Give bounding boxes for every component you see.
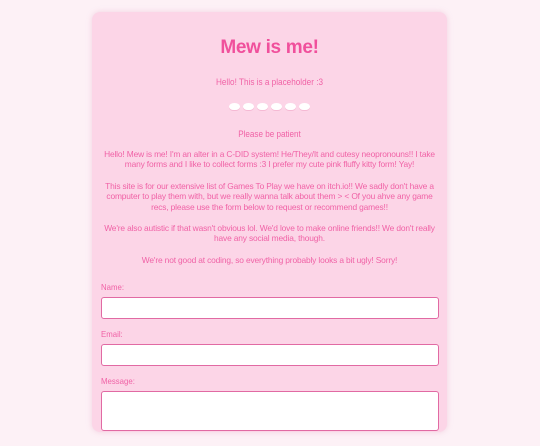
placeholder-subtitle: Hello! This is a placeholder :3 <box>215 77 324 88</box>
name-field[interactable] <box>101 297 439 319</box>
paw-icon <box>285 103 296 110</box>
paw-icon <box>271 103 282 110</box>
paw-divider <box>92 103 447 113</box>
intro-paragraph: Hello! Mew is me! I'm an alter in a C-DID system! He/They/It and cutesy neopronouns!! I take many forms and I like to collect forms :3 I prefer my cute pink fluffy kitty form! Yay! <box>104 149 435 170</box>
page-title: Mew is me! <box>220 37 319 58</box>
friends-paragraph: We're also autistic if that wasn't obvious lol. We'd love to make online friends!! We don't really have any social media, though. <box>104 223 435 244</box>
paw-icon <box>257 103 268 110</box>
paw-icon <box>299 103 310 110</box>
email-label: Email: <box>101 329 123 339</box>
site-purpose-paragraph: This site is for our extensive list of Games To Play we have on itch.io!! We sadly don't have a computer to play them with, but we really wanna talk about them > < Of you ahve any game recs, please use the form below to request or recommend games!! <box>105 180 434 212</box>
apology-paragraph: We're not good at coding, so everything probably looks a bit ugly! Sorry! <box>141 254 398 265</box>
paw-icon <box>229 103 240 110</box>
name-label: Name: <box>101 282 125 292</box>
content-card <box>92 12 447 432</box>
contact-form <box>101 282 438 446</box>
email-field[interactable] <box>101 344 439 366</box>
message-label: Message: <box>101 376 135 386</box>
paw-icon <box>243 103 254 110</box>
patience-note: Please be patient <box>238 129 301 139</box>
message-field[interactable] <box>101 391 439 431</box>
